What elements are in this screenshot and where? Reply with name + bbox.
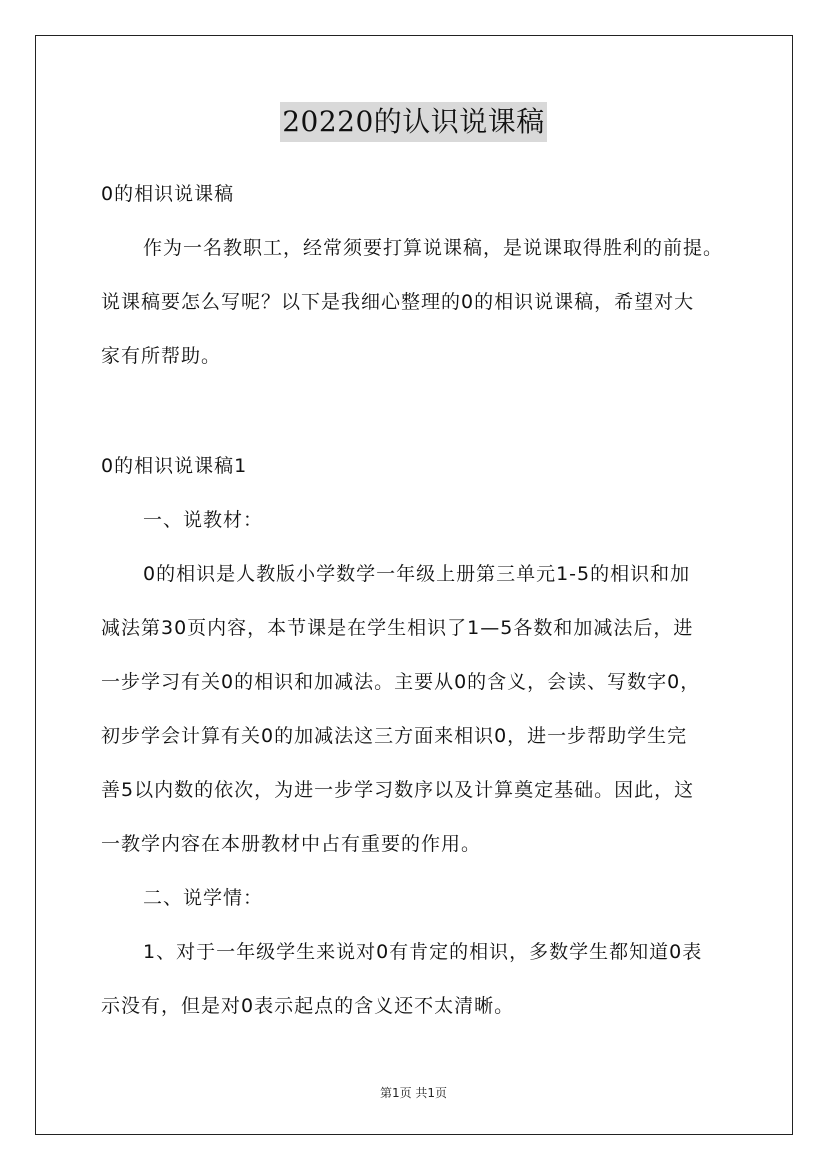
document-title: 20220的认识说课稿: [280, 102, 547, 142]
paragraph-line: 作为一名教职工，经常须要打算说课稿，是说课取得胜利的前提。: [143, 237, 724, 259]
paragraph-line: 家有所帮助。: [101, 345, 222, 367]
section-subheading: 一、说教材：: [143, 509, 264, 531]
section-subheading: 二、说学情：: [143, 887, 264, 909]
section-heading: 0的相识说课稿1: [101, 455, 248, 477]
paragraph-line: 初步学会计算有关0的加减法这三方面来相识0，进一步帮助学生完: [101, 725, 688, 747]
paragraph-line: 说课稿要怎么写呢？以下是我细心整理的0的相识说课稿，希望对大: [101, 291, 695, 313]
paragraph-line: 1、对于一年级学生来说对0有肯定的相识，多数学生都知道0表: [143, 941, 703, 963]
title-container: [0, 102, 827, 142]
paragraph-line: 0的相识是人教版小学数学一年级上册第三单元1-5的相识和加: [143, 563, 691, 585]
page-footer: 第1页 共1页: [379, 1086, 448, 1100]
paragraph-line: 减法第30页内容，本节课是在学生相识了1—5各数和加减法后，进: [101, 617, 694, 639]
paragraph-line: 善5以内数的依次，为进一步学习数序以及计算奠定基础。因此，这: [101, 779, 695, 801]
paragraph-line: 一步学习有关0的相识和加减法。主要从0的含义，会读、写数字0，: [101, 671, 701, 693]
document-subtitle: 0的相识说课稿: [101, 183, 235, 205]
paragraph-line: 一教学内容在本册教材中占有重要的作用。: [101, 833, 482, 855]
paragraph-line: 示没有，但是对0表示起点的含义还不太清晰。: [101, 995, 515, 1017]
